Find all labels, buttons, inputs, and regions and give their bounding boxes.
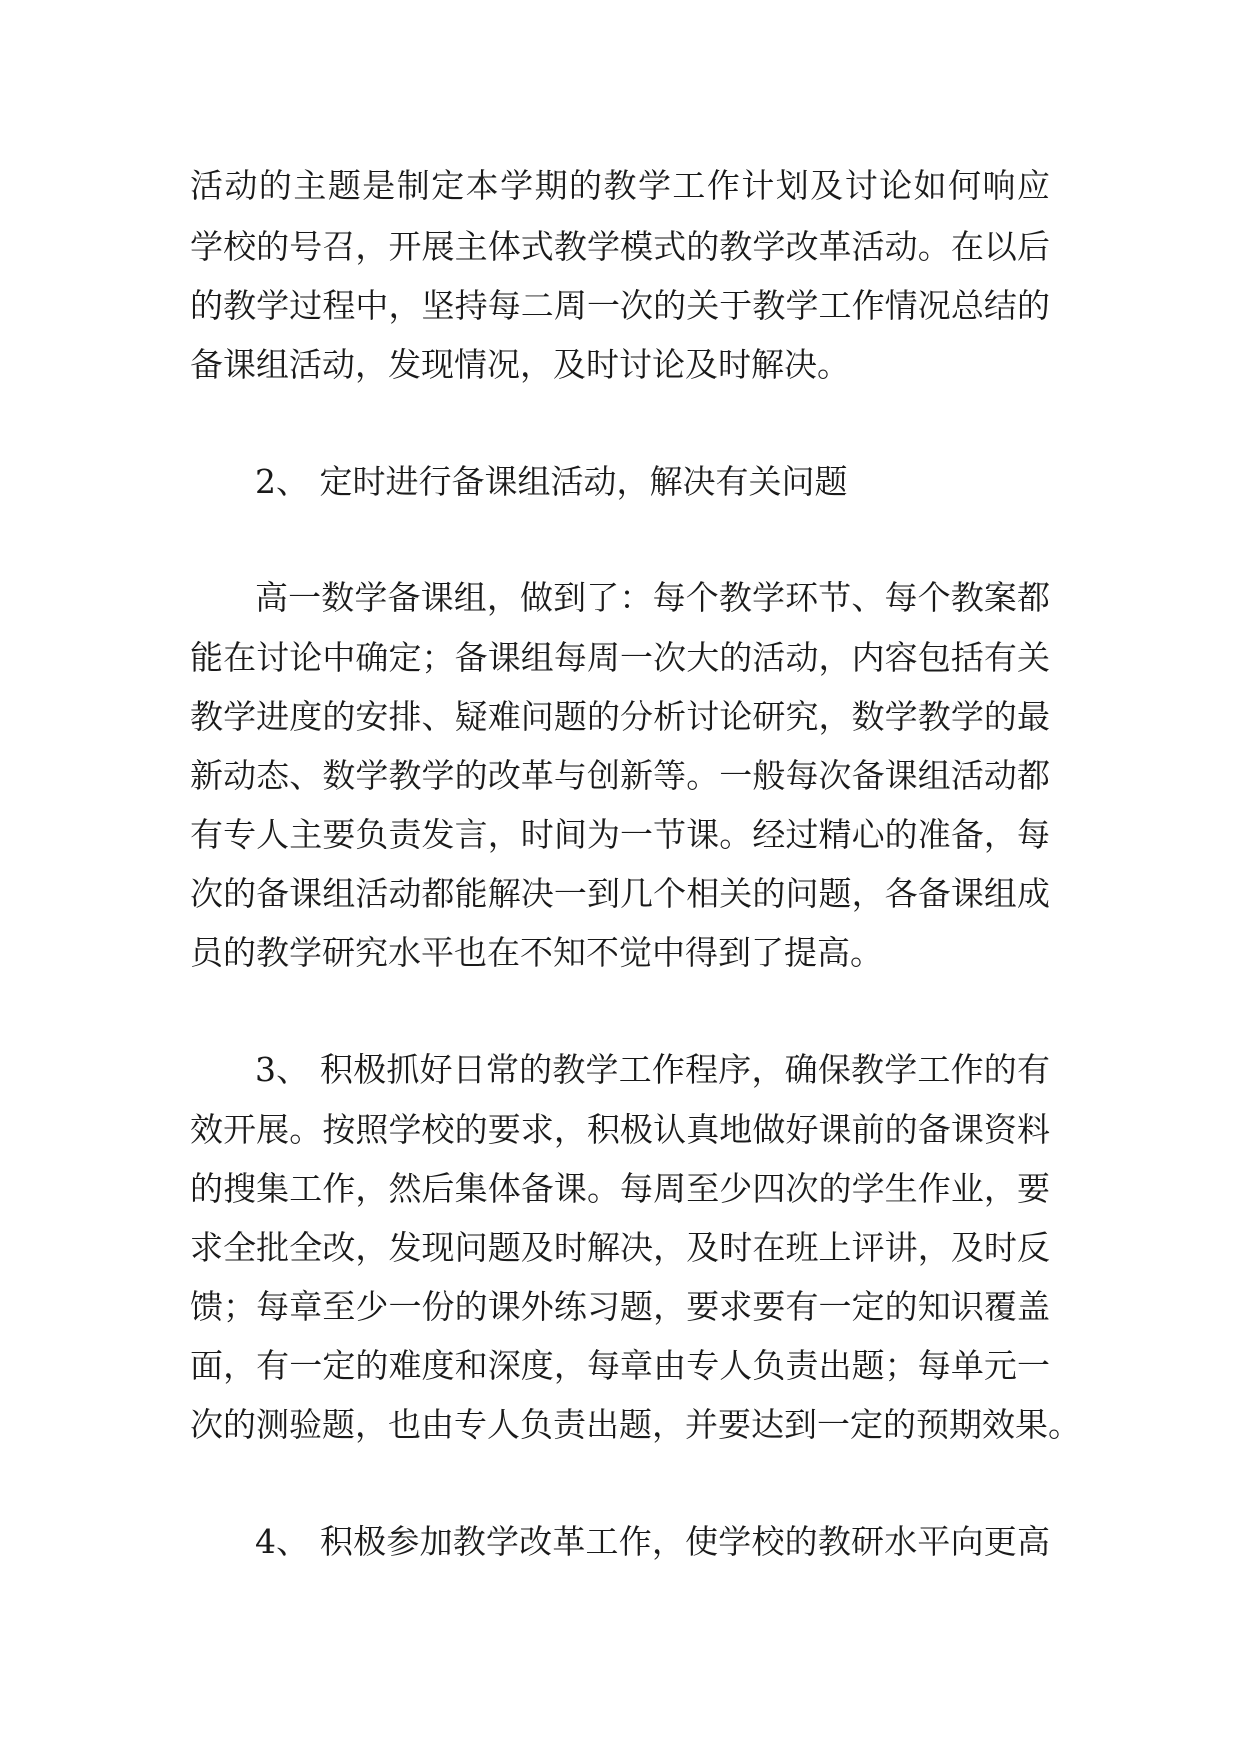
section-heading-2: 2、 定时进行备课组活动，解决有关问题	[255, 462, 848, 501]
paragraph-line: 高一数学备课组，做到了：每个教学环节、每个教案都	[255, 578, 1050, 617]
paragraph-line: 求全批全改，发现问题及时解决，及时在班上评讲，及时反	[190, 1228, 1050, 1267]
paragraph-line: 次的备课组活动都能解决一到几个相关的问题，各备课组成	[190, 874, 1050, 913]
section-heading-4: 4、 积极参加教学改革工作，使学校的教研水平向更高	[255, 1522, 1050, 1561]
paragraph-line: 学校的号召，开展主体式教学模式的教学改革活动。在以后	[190, 227, 1050, 266]
paragraph-line: 馈；每章至少一份的课外练习题，要求要有一定的知识覆盖	[190, 1287, 1050, 1326]
paragraph-line: 的搜集工作，然后集体备课。每周至少四次的学生作业，要	[190, 1169, 1050, 1208]
paragraph-line: 面，有一定的难度和深度，每章由专人负责出题；每单元一	[190, 1346, 1050, 1385]
paragraph-line: 的教学过程中，坚持每二周一次的关于教学工作情况总结的	[190, 286, 1050, 325]
paragraph-line: 教学进度的安排、疑难问题的分析讨论研究，数学教学的最	[190, 697, 1050, 736]
paragraph-line: 活动的主题是制定本学期的教学工作计划及讨论如何响应	[190, 166, 1050, 205]
section-heading-3: 3、 积极抓好日常的教学工作程序，确保教学工作的有	[255, 1050, 1050, 1089]
paragraph-line: 员的教学研究水平也在不知不觉中得到了提高。	[190, 933, 883, 972]
paragraph-line: 备课组活动，发现情况，及时讨论及时解决。	[190, 345, 850, 384]
paragraph-line: 能在讨论中确定；备课组每周一次大的活动，内容包括有关	[190, 638, 1050, 677]
paragraph-line: 新动态、数学教学的改革与创新等。一般每次备课组活动都	[190, 756, 1050, 795]
paragraph-line: 次的测验题，也由专人负责出题，并要达到一定的预期效果。	[190, 1405, 1081, 1444]
paragraph-line: 有专人主要负责发言，时间为一节课。经过精心的准备，每	[190, 815, 1050, 854]
paragraph-line: 效开展。按照学校的要求，积极认真地做好课前的备课资料	[190, 1110, 1050, 1149]
